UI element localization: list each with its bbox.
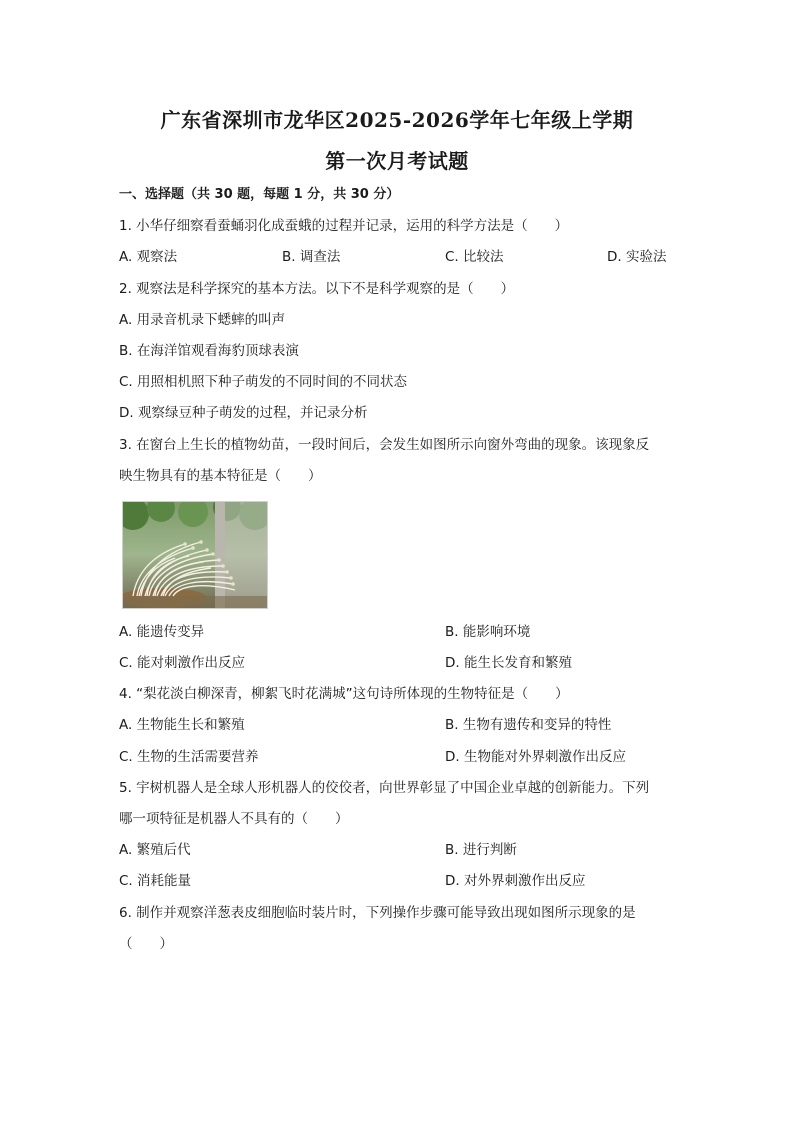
q1-option-d[interactable]: D. 实验法 [607, 249, 667, 265]
question-1-stem: 1. 小华仔细察看蚕蛹羽化成蚕蛾的过程并记录，运用的科学方法是（ ） [119, 218, 569, 234]
exam-subtitle: 第一次月考试题 [325, 149, 469, 173]
question-6-stem-line1: 6. 制作并观察洋葱表皮细胞临时装片时，下列操作步骤可能导致出现如图所示现象的是 [119, 905, 636, 921]
q4-option-d[interactable]: D. 生物能对外界刺激作出反应 [445, 749, 626, 765]
q5-option-a[interactable]: A. 繁殖后代 [119, 842, 191, 858]
q3-option-c[interactable]: C. 能对刺激作出反应 [119, 655, 246, 671]
q5-option-b[interactable]: B. 进行判断 [445, 842, 517, 858]
q3-option-b[interactable]: B. 能影响环境 [445, 624, 531, 640]
section-heading: 一、选择题（共 30 题，每题 1 分，共 30 分） [119, 187, 400, 202]
q4-option-a[interactable]: A. 生物能生长和繁殖 [119, 717, 245, 733]
question-3-stem-line1: 3. 在窗台上生长的植物幼苗，一段时间后，会发生如图所示向窗外弯曲的现象。该现象反 [119, 437, 650, 453]
q2-option-a[interactable]: A. 用录音机录下蟋蟀的叫声 [119, 312, 286, 328]
question-5-stem-line1: 5. 宇树机器人是全球人形机器人的佼佼者，向世界彰显了中国企业卓越的创新能力。下列 [119, 780, 650, 796]
q1-option-c[interactable]: C. 比较法 [445, 249, 504, 265]
question-3-stem-line2: 映生物具有的基本特征是（ ） [119, 468, 322, 484]
q2-option-d[interactable]: D. 观察绿豆种子萌发的过程，并记录分析 [119, 405, 368, 421]
seedling-photo [122, 501, 268, 609]
question-6-stem-line2: （ ） [119, 936, 173, 952]
q1-option-a[interactable]: A. 观察法 [119, 249, 178, 265]
q5-option-d[interactable]: D. 对外界刺激作出反应 [445, 873, 586, 889]
q2-option-b[interactable]: B. 在海洋馆观看海豹顶球表演 [119, 343, 299, 359]
q1-option-b[interactable]: B. 调查法 [282, 249, 341, 265]
q5-option-c[interactable]: C. 消耗能量 [119, 873, 192, 889]
q4-option-c[interactable]: C. 生物的生活需要营养 [119, 749, 259, 765]
q3-option-a[interactable]: A. 能遗传变异 [119, 624, 205, 640]
question-4-stem: 4. “梨花淡白柳深青，柳絮飞时花满城”这句诗所体现的生物特征是（ ） [119, 686, 569, 702]
q3-option-d[interactable]: D. 能生长发育和繁殖 [445, 655, 572, 671]
exam-title: 广东省深圳市龙华区2025-2026学年七年级上学期 [160, 108, 634, 132]
question-2-stem: 2. 观察法是科学探究的基本方法。以下不是科学观察的是（ ） [119, 281, 515, 297]
question-5-stem-line2: 哪一项特征是机器人不具有的（ ） [119, 811, 349, 827]
q4-option-b[interactable]: B. 生物有遗传和变异的特性 [445, 717, 612, 733]
q2-option-c[interactable]: C. 用照相机照下种子萌发的不同时间的不同状态 [119, 374, 408, 390]
